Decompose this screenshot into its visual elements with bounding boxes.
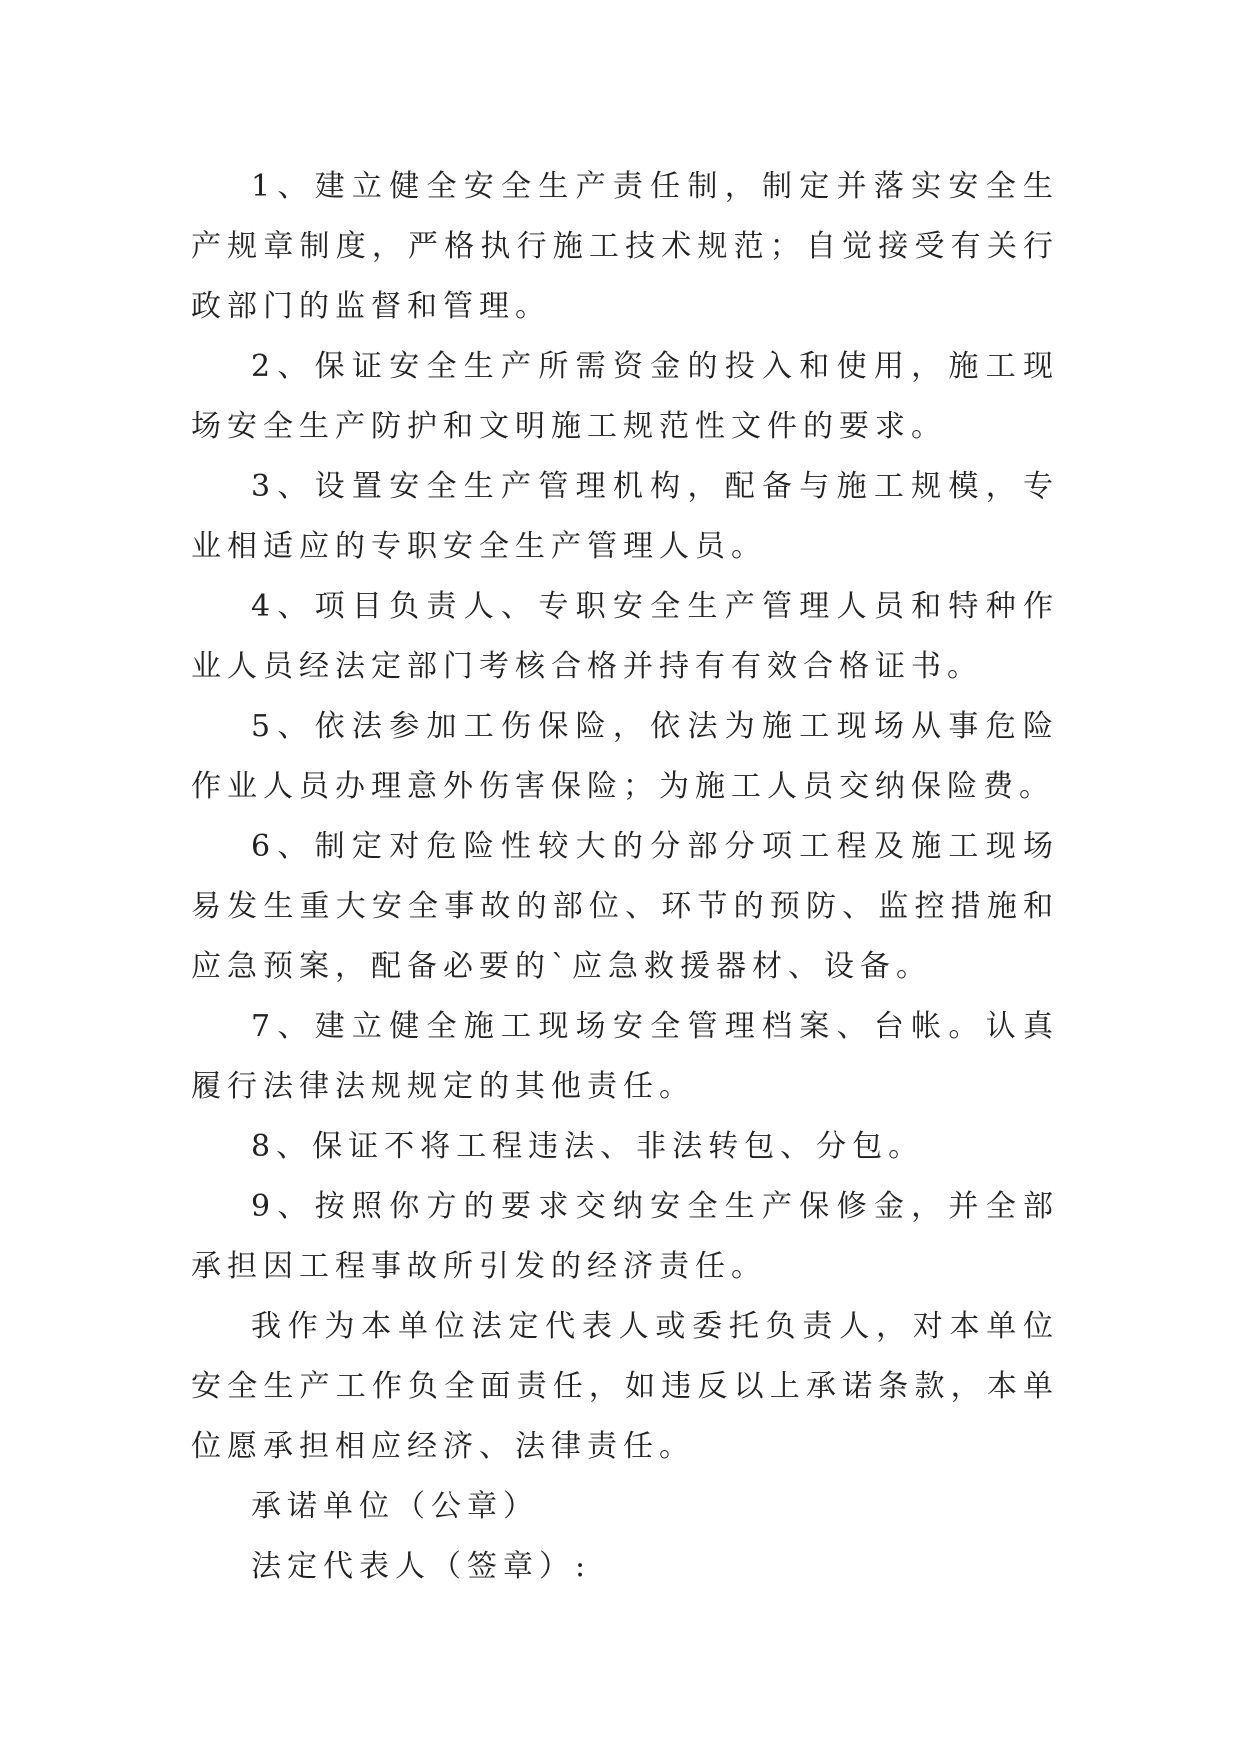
signing-unit-label: 承诺单位（公章） [251,1489,539,1524]
commitment-item-1: 1、建立健全安全生产责任制，制定并落实安全生产规章制度，严格执行施工技术规范；自觉接受有关行政部门的监督和管理。 [191,169,1059,324]
commitment-item-2: 2、保证安全生产所需资金的投入和使用，施工现场安全生产防护和文明施工规范性文件的要求。 [191,349,1059,444]
commitment-item-9: 9、按照你方的要求交纳安全生产保修金，并全部承担因工程事故所引发的经济责任。 [191,1189,1059,1284]
commitment-item-8: 8、保证不将工程违法、非法转包、分包。 [251,1129,925,1164]
document-body [191,157,1059,1597]
commitment-item-3: 3、设置安全生产管理机构，配备与施工规模，专业相适应的专职安全生产管理人员。 [191,469,1059,564]
responsibility-statement: 我作为本单位法定代表人或委托负责人，对本单位安全生产工作负全面责任，如违反以上承诺条款，本单位愿承担相应经济、法律责任。 [191,1309,1059,1464]
commitment-item-6: 6、制定对危险性较大的分部分项工程及施工现场易发生重大安全事故的部位、环节的预防、监控措施和应急预案，配备必要的`应急救援器材、设备。 [191,829,1059,984]
legal-representative-label: 法定代表人（签章）: [251,1549,592,1584]
commitment-item-5: 5、依法参加工伤保险，依法为施工现场从事危险作业人员办理意外伤害保险；为施工人员交纳保险费。 [191,709,1059,804]
commitment-item-7: 7、建立健全施工现场安全管理档案、台帐。认真履行法律法规规定的其他责任。 [191,1009,1059,1104]
commitment-item-4: 4、项目负责人、专职安全生产管理人员和特种作业人员经法定部门考核合格并持有有效合格证书。 [191,589,1059,684]
